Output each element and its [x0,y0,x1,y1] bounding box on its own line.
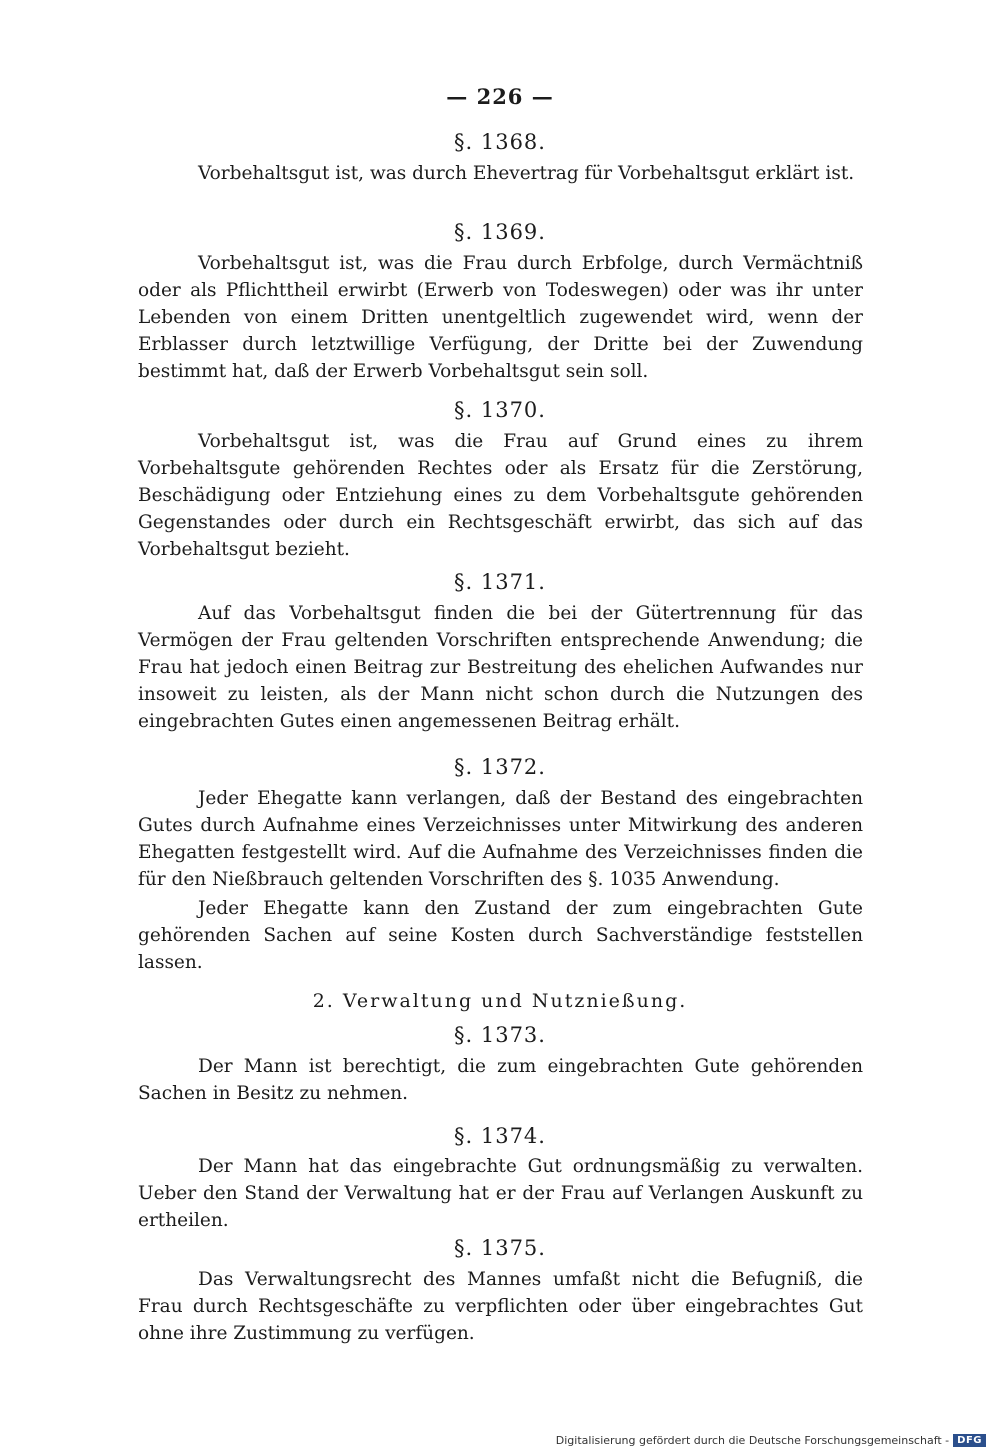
dfg-logo: DFG [953,1434,986,1447]
subsection-title: 2. Verwaltung und Nutznießung. [312,990,688,1012]
section-heading-1370: §. 1370. [454,398,546,422]
paragraph-1374: Der Mann hat das eingebrachte Gut ordnungsmäßig zu verwalten. Ueber den Stand der Verwaltung hat er der Frau auf Verlangen Auskunft zu ertheilen. [138,1156,863,1231]
paragraph-1372-a: Jeder Ehegatte kann verlangen, daß der Bestand des eingebrachten Gutes durch Aufnahme eines Verzeichnisses unter Mitwirkung des anderen Ehegatten festgestellt wird. Auf die Aufnahme des Verzeichnisses finden die für den Nießbrauch geltenden Vorschriften des §. 1035 Anwendung. [138,788,863,890]
section-heading-1369: §. 1369. [454,220,546,244]
digitization-footer [556,1434,986,1447]
section-heading-1368: §. 1368. [454,130,546,154]
paragraph-1372-b: Jeder Ehegatte kann den Zustand der zum eingebrachten Gute gehörenden Sachen auf seine Kosten durch Sachverständige feststellen lassen. [138,898,863,973]
paragraph-1369: Vorbehaltsgut ist, was die Frau durch Erbfolge, durch Vermächtniß oder als Pflichttheil erwirbt (Erwerb von Todeswegen) oder was ihr unter Lebenden von einem Dritten unentgeltlich zugewendet wird, wenn der Erblasser durch letztwillige Verfügung, der Dritte bei der Zuwendung bestimmt hat, daß der Erwerb Vorbehaltsgut sein soll. [138,253,863,382]
section-heading-1373: §. 1373. [454,1023,546,1047]
section-heading-1374: §. 1374. [454,1124,546,1148]
paragraph-1375: Das Verwaltungsrecht des Mannes umfaßt nicht die Befugniß, die Frau durch Rechtsgeschäfte zu verpflichten oder über eingebrachtes Gut ohne ihre Zustimmung zu verfügen. [138,1269,863,1344]
paragraph-1373: Der Mann ist berechtigt, die zum eingebrachten Gute gehörenden Sachen in Besitz zu nehmen. [138,1056,863,1104]
section-heading-1371: §. 1371. [454,570,546,594]
paragraph-1371: Auf das Vorbehaltsgut finden die bei der Gütertrennung für das Vermögen der Frau geltenden Vorschriften entsprechende Anwendung; die Frau hat jedoch einen Beitrag zur Bestreitung des ehelichen Aufwandes nur insoweit zu leisten, als der Mann nicht schon durch die Nutzungen des eingebrachten Gutes einen angemessenen Beitrag erhält. [138,603,863,732]
footer-text: Digitalisierung gefördert durch die Deutsche Forschungsgemeinschaft - [555,1434,950,1447]
paragraph-1368: Vorbehaltsgut ist, was durch Ehevertrag für Vorbehaltsgut erklärt ist. [198,163,855,184]
section-heading-1372: §. 1372. [454,755,546,779]
page-number: — 226 — [446,84,554,109]
section-heading-1375: §. 1375. [454,1236,546,1260]
paragraph-1370: Vorbehaltsgut ist, was die Frau auf Grund eines zu ihrem Vorbehaltsgute gehörenden Rechtes oder als Ersatz für die Zerstörung, Beschädigung oder Entziehung eines zu dem Vorbehaltsgute gehörenden Gegenstandes oder durch ein Rechtsgeschäft erwirbt, das sich auf das Vorbehaltsgut bezieht. [138,431,863,560]
